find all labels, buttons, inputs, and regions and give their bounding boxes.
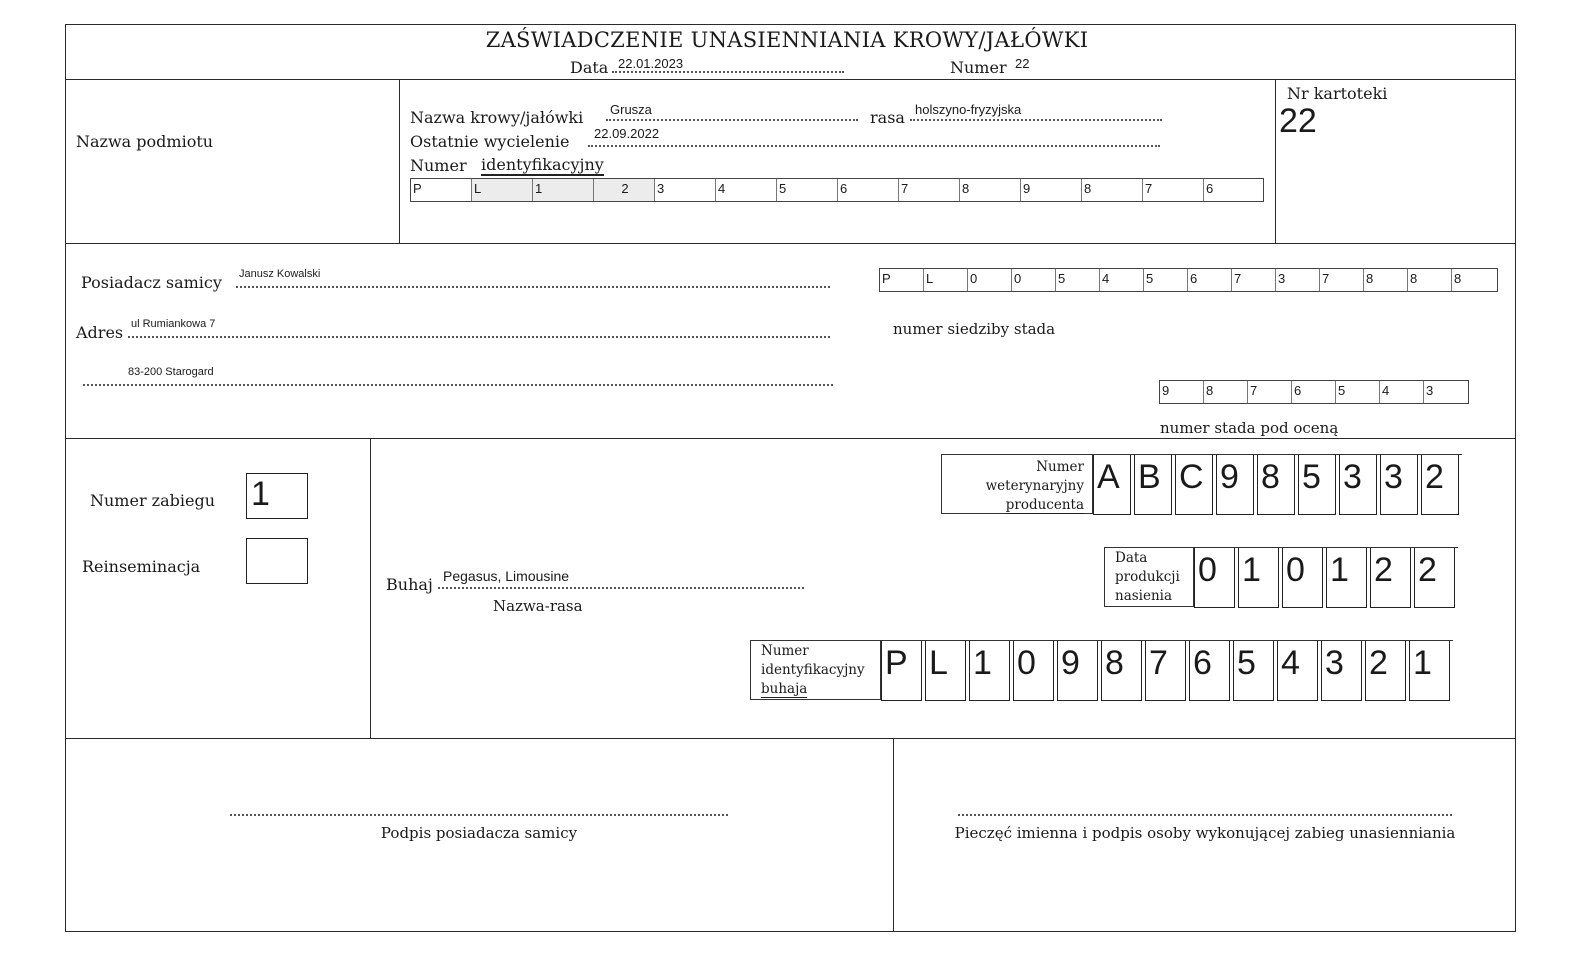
reinsemination-label: Reinseminacja	[82, 557, 201, 576]
bull-id-cell[interactable]: 1	[969, 641, 1010, 701]
procedure-number-label: Numer zabiegu	[90, 491, 216, 510]
herd-seat-cell[interactable]: L	[924, 269, 968, 291]
breed-value[interactable]: holszyno-fryzyjska	[915, 102, 1022, 117]
breed-dotted-line	[910, 119, 1162, 121]
divider	[65, 438, 1516, 439]
cow-id-cell[interactable]: 7	[899, 179, 960, 201]
bull-id-cell[interactable]: 6	[1189, 641, 1230, 701]
bull-id-caption	[750, 640, 881, 700]
herd-seat-cell[interactable]: 7	[1320, 269, 1364, 291]
herd-seat-cell[interactable]: 5	[1056, 269, 1100, 291]
holder-label: Posiadacz samicy	[81, 273, 222, 292]
vet-cell[interactable]: A	[1093, 455, 1131, 515]
prod-cell[interactable]: 0	[1194, 548, 1235, 608]
prod-label-2: produkcji	[1115, 569, 1180, 585]
vet-label-1: Numer	[1036, 459, 1084, 475]
bull-id-label-3: buhaja	[761, 681, 808, 697]
cow-id-cell[interactable]: 8	[1082, 179, 1143, 201]
herd-seat-cell[interactable]: P	[880, 269, 924, 291]
vet-label-2: weterynaryjny	[985, 478, 1084, 494]
vet-cell[interactable]: 2	[1421, 455, 1459, 515]
vet-cell[interactable]: 9	[1216, 455, 1254, 515]
cow-id-label-2: identyfikacyjny	[481, 155, 604, 174]
inseminator-signature-line[interactable]	[958, 814, 1452, 816]
herd-seat-cell[interactable]: 7	[1232, 269, 1276, 291]
herd-eval-cell[interactable]: 8	[1204, 381, 1248, 403]
holder-dotted-line	[236, 286, 830, 288]
vet-number-caption	[941, 454, 1093, 514]
address-dotted-line-1	[128, 336, 830, 338]
bull-id-cell[interactable]: P	[881, 641, 922, 701]
herd-seat-cell[interactable]: 6	[1188, 269, 1232, 291]
divider	[370, 438, 371, 738]
vet-label-3: producenta	[1005, 497, 1084, 513]
vet-cell[interactable]: 3	[1339, 455, 1377, 515]
herd-seat-label: numer siedziby stada	[893, 320, 1056, 338]
divider	[893, 738, 894, 932]
bull-id-cell[interactable]: 0	[1013, 641, 1054, 701]
page-title: ZAŚWIADCZENIE UNASIENNIANIA KROWY/JAŁÓWKI	[485, 28, 1089, 52]
last-calving-label: Ostatnie wycielenie	[410, 132, 570, 151]
bull-id-cell[interactable]: 1	[1409, 641, 1450, 701]
prod-label-1: Data	[1115, 550, 1148, 566]
herd-seat-cell[interactable]: 8	[1408, 269, 1452, 291]
herd-seat-cell[interactable]: 4	[1100, 269, 1144, 291]
cow-id-cell[interactable]: 2	[594, 179, 655, 201]
file-number-value[interactable]: 22	[1279, 102, 1317, 140]
bull-id-cell[interactable]: 5	[1233, 641, 1274, 701]
cow-name-dotted-line	[606, 119, 858, 121]
divider	[399, 79, 400, 244]
cow-id-cell[interactable]: 8	[960, 179, 1021, 201]
production-date-boxes	[1194, 547, 1458, 608]
divider	[65, 243, 1516, 244]
address-line-2[interactable]: 83-200 Starogard	[128, 366, 214, 378]
bull-id-cell[interactable]: 3	[1321, 641, 1362, 701]
cow-name-value[interactable]: Grusza	[610, 102, 652, 117]
prod-cell[interactable]: 2	[1414, 548, 1455, 608]
number-value[interactable]: 22	[1015, 56, 1030, 71]
cow-id-cell[interactable]: 9	[1021, 179, 1082, 201]
divider	[65, 738, 1516, 739]
production-date-caption	[1104, 547, 1194, 607]
herd-seat-cell[interactable]: 5	[1144, 269, 1188, 291]
date-label: Data	[570, 58, 609, 77]
bull-id-cell[interactable]: 7	[1145, 641, 1186, 701]
herd-seat-boxes	[879, 268, 1498, 292]
bull-dotted-line	[438, 587, 804, 589]
procedure-number-box[interactable]: 1	[246, 473, 308, 519]
herd-seat-cell[interactable]: 8	[1364, 269, 1408, 291]
vet-cell[interactable]: B	[1134, 455, 1172, 515]
vet-number-boxes	[1093, 454, 1462, 515]
address-label: Adres	[76, 323, 124, 342]
number-label: Numer	[950, 58, 1007, 77]
cow-name-label: Nazwa krowy/jałówki	[410, 108, 584, 127]
vet-cell[interactable]: 5	[1298, 455, 1336, 515]
cow-id-cell[interactable]: 6	[1206, 181, 1214, 196]
vet-cell[interactable]: C	[1175, 455, 1213, 515]
herd-eval-label: numer stada pod oceną	[1160, 419, 1339, 437]
herd-eval-cell[interactable]: 7	[1248, 381, 1292, 403]
address-line-1[interactable]: ul Rumiankowa 7	[131, 318, 216, 330]
herd-seat-cell[interactable]: 8	[1454, 271, 1462, 286]
file-number-label: Nr kartoteki	[1287, 84, 1388, 103]
last-calving-dotted-line	[588, 145, 1160, 147]
cow-id-cell[interactable]: 1	[533, 179, 594, 201]
divider	[65, 79, 1516, 80]
bull-id-cell[interactable]: 2	[1365, 641, 1406, 701]
inseminator-signature-label: Pieczęć imienna i podpis osoby wykonującej zabieg unasienniania	[954, 824, 1456, 842]
herd-seat-cell[interactable]: 0	[968, 269, 1012, 291]
address-dotted-line-2	[83, 384, 833, 386]
herd-eval-cell[interactable]: 3	[1426, 383, 1434, 398]
prod-cell[interactable]: 2	[1370, 548, 1411, 608]
herd-eval-cell[interactable]: 9	[1160, 381, 1204, 403]
bull-id-label-2: identyfikacyjny	[761, 662, 865, 678]
bull-id-cell[interactable]: 9	[1057, 641, 1098, 701]
date-value[interactable]: 22.01.2023	[618, 56, 684, 71]
reinsemination-box[interactable]	[246, 538, 308, 584]
bull-id-boxes	[881, 640, 1453, 701]
prod-cell[interactable]: 1	[1238, 548, 1279, 608]
cow-id-boxes	[410, 178, 1264, 202]
bull-sublabel: Nazwa-rasa	[493, 597, 583, 615]
herd-eval-cell[interactable]: 4	[1380, 381, 1424, 403]
entity-label: Nazwa podmiotu	[76, 132, 214, 151]
herd-eval-boxes	[1159, 380, 1469, 404]
breed-label: rasa	[870, 108, 905, 127]
bull-id-label-1: Numer	[761, 643, 809, 659]
prod-cell[interactable]: 0	[1282, 548, 1323, 608]
herd-eval-cell[interactable]: 6	[1292, 381, 1336, 403]
owner-signature-line[interactable]	[230, 814, 728, 816]
vet-cell[interactable]: 3	[1380, 455, 1418, 515]
cow-id-cell[interactable]: L	[472, 179, 533, 201]
bull-id-cell[interactable]: 4	[1277, 641, 1318, 701]
last-calving-value[interactable]: 22.09.2022	[594, 126, 660, 141]
cow-id-cell[interactable]: P	[411, 179, 472, 201]
bull-label: Buhaj	[386, 575, 433, 594]
herd-eval-cell[interactable]: 5	[1336, 381, 1380, 403]
cow-id-cell[interactable]: 7	[1143, 179, 1204, 201]
date-dotted-line	[612, 71, 844, 73]
cow-id-cell[interactable]: 6	[838, 179, 899, 201]
cow-id-cell[interactable]: 5	[777, 179, 838, 201]
vet-cell[interactable]: 8	[1257, 455, 1295, 515]
prod-label-3: nasienia	[1115, 588, 1173, 604]
herd-seat-cell[interactable]: 3	[1276, 269, 1320, 291]
divider	[1275, 79, 1276, 244]
bull-id-cell[interactable]: 8	[1101, 641, 1142, 701]
bull-id-cell[interactable]: L	[925, 641, 966, 701]
prod-cell[interactable]: 1	[1326, 548, 1367, 608]
cow-id-cell[interactable]: 3	[655, 179, 716, 201]
cow-id-label-1: Numer	[410, 156, 467, 175]
bull-value[interactable]: Pegasus, Limousine	[443, 568, 570, 584]
herd-seat-cell[interactable]: 0	[1012, 269, 1056, 291]
holder-value[interactable]: Janusz Kowalski	[239, 268, 321, 280]
cow-id-cell[interactable]: 4	[716, 179, 777, 201]
owner-signature-label: Podpis posiadacza samicy	[380, 824, 578, 842]
